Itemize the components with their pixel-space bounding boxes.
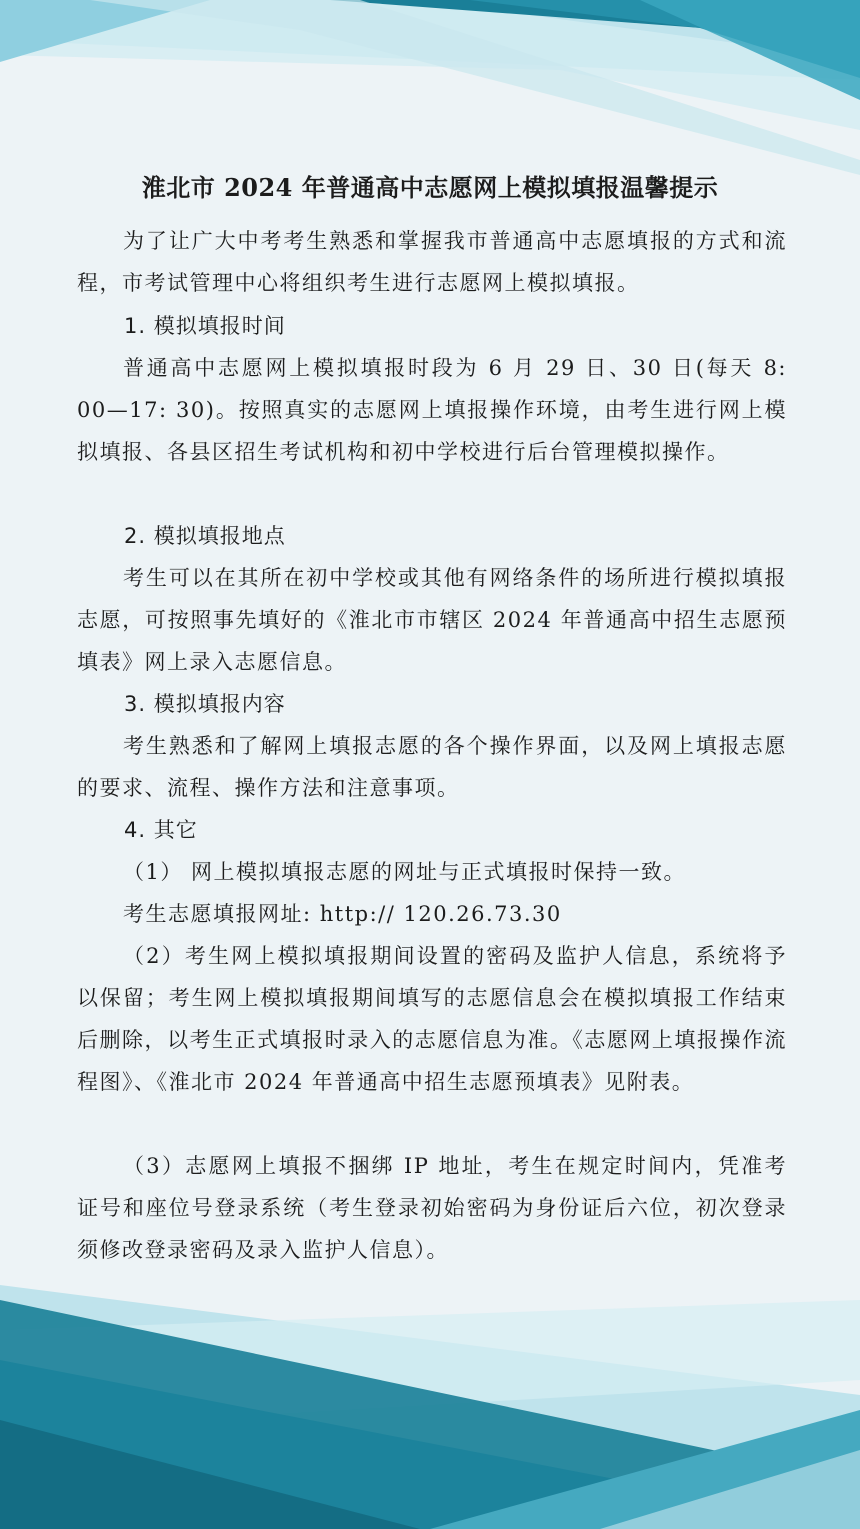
other-item-2: （2）考生网上模拟填报期间设置的密码及监护人信息，系统将予以保留；考生网上模拟填报期间填写的志愿信息会在模拟填报工作结束后删除，以考生正式填报时录入的志愿信息为准。《志愿网上填报操作流程图》、《淮北市 2024 年普通高中招生志愿预填表》见附表。 (77, 944, 787, 1094)
section-body-1: 普通高中志愿网上模拟填报时段为 6 月 29 日、30 日(每天 8: 00—17: 30)。按照真实的志愿网上填报操作环境，由考生进行网上模拟填报、各县区招生考试机构和初中学校进行后台管理模拟操作。 (77, 356, 787, 464)
section-body-2: 考生可以在其所在初中学校或其他有网络条件的场所进行模拟填报志愿，可按照事先填好的《淮北市市辖区 2024 年普通高中招生志愿预填表》网上录入志愿信息。 (77, 566, 787, 674)
other-item-1: （1） 网上模拟填报志愿的网址与正式填报时保持一致。 (123, 860, 687, 884)
section-heading-2: 2. 模拟填报地点 (124, 524, 286, 548)
section-body-3: 考生熟悉和了解网上填报志愿的各个操作界面，以及网上填报志愿的要求、流程、操作方法和注意事项。 (77, 734, 787, 800)
section-heading-1: 1. 模拟填报时间 (124, 314, 286, 338)
page-title: 淮北市 2024 年普通高中志愿网上模拟填报温馨提示 (141, 173, 719, 202)
section-heading-4: 4. 其它 (124, 818, 198, 842)
section-heading-3: 3. 模拟填报内容 (124, 692, 286, 716)
intro-paragraph: 为了让广大中考考生熟悉和掌握我市普通高中志愿填报的方式和流程，市考试管理中心将组织考生进行志愿网上模拟填报。 (77, 229, 787, 295)
other-item-3: （3）志愿网上填报不捆绑 IP 地址，考生在规定时间内，凭准考证号和座位号登录系统（考生登录初始密码为身份证后六位，初次登录须修改登录密码及录入监护人信息）。 (77, 1154, 787, 1262)
website-line: 考生志愿填报网址: http:// 120.26.73.30 (123, 902, 562, 926)
